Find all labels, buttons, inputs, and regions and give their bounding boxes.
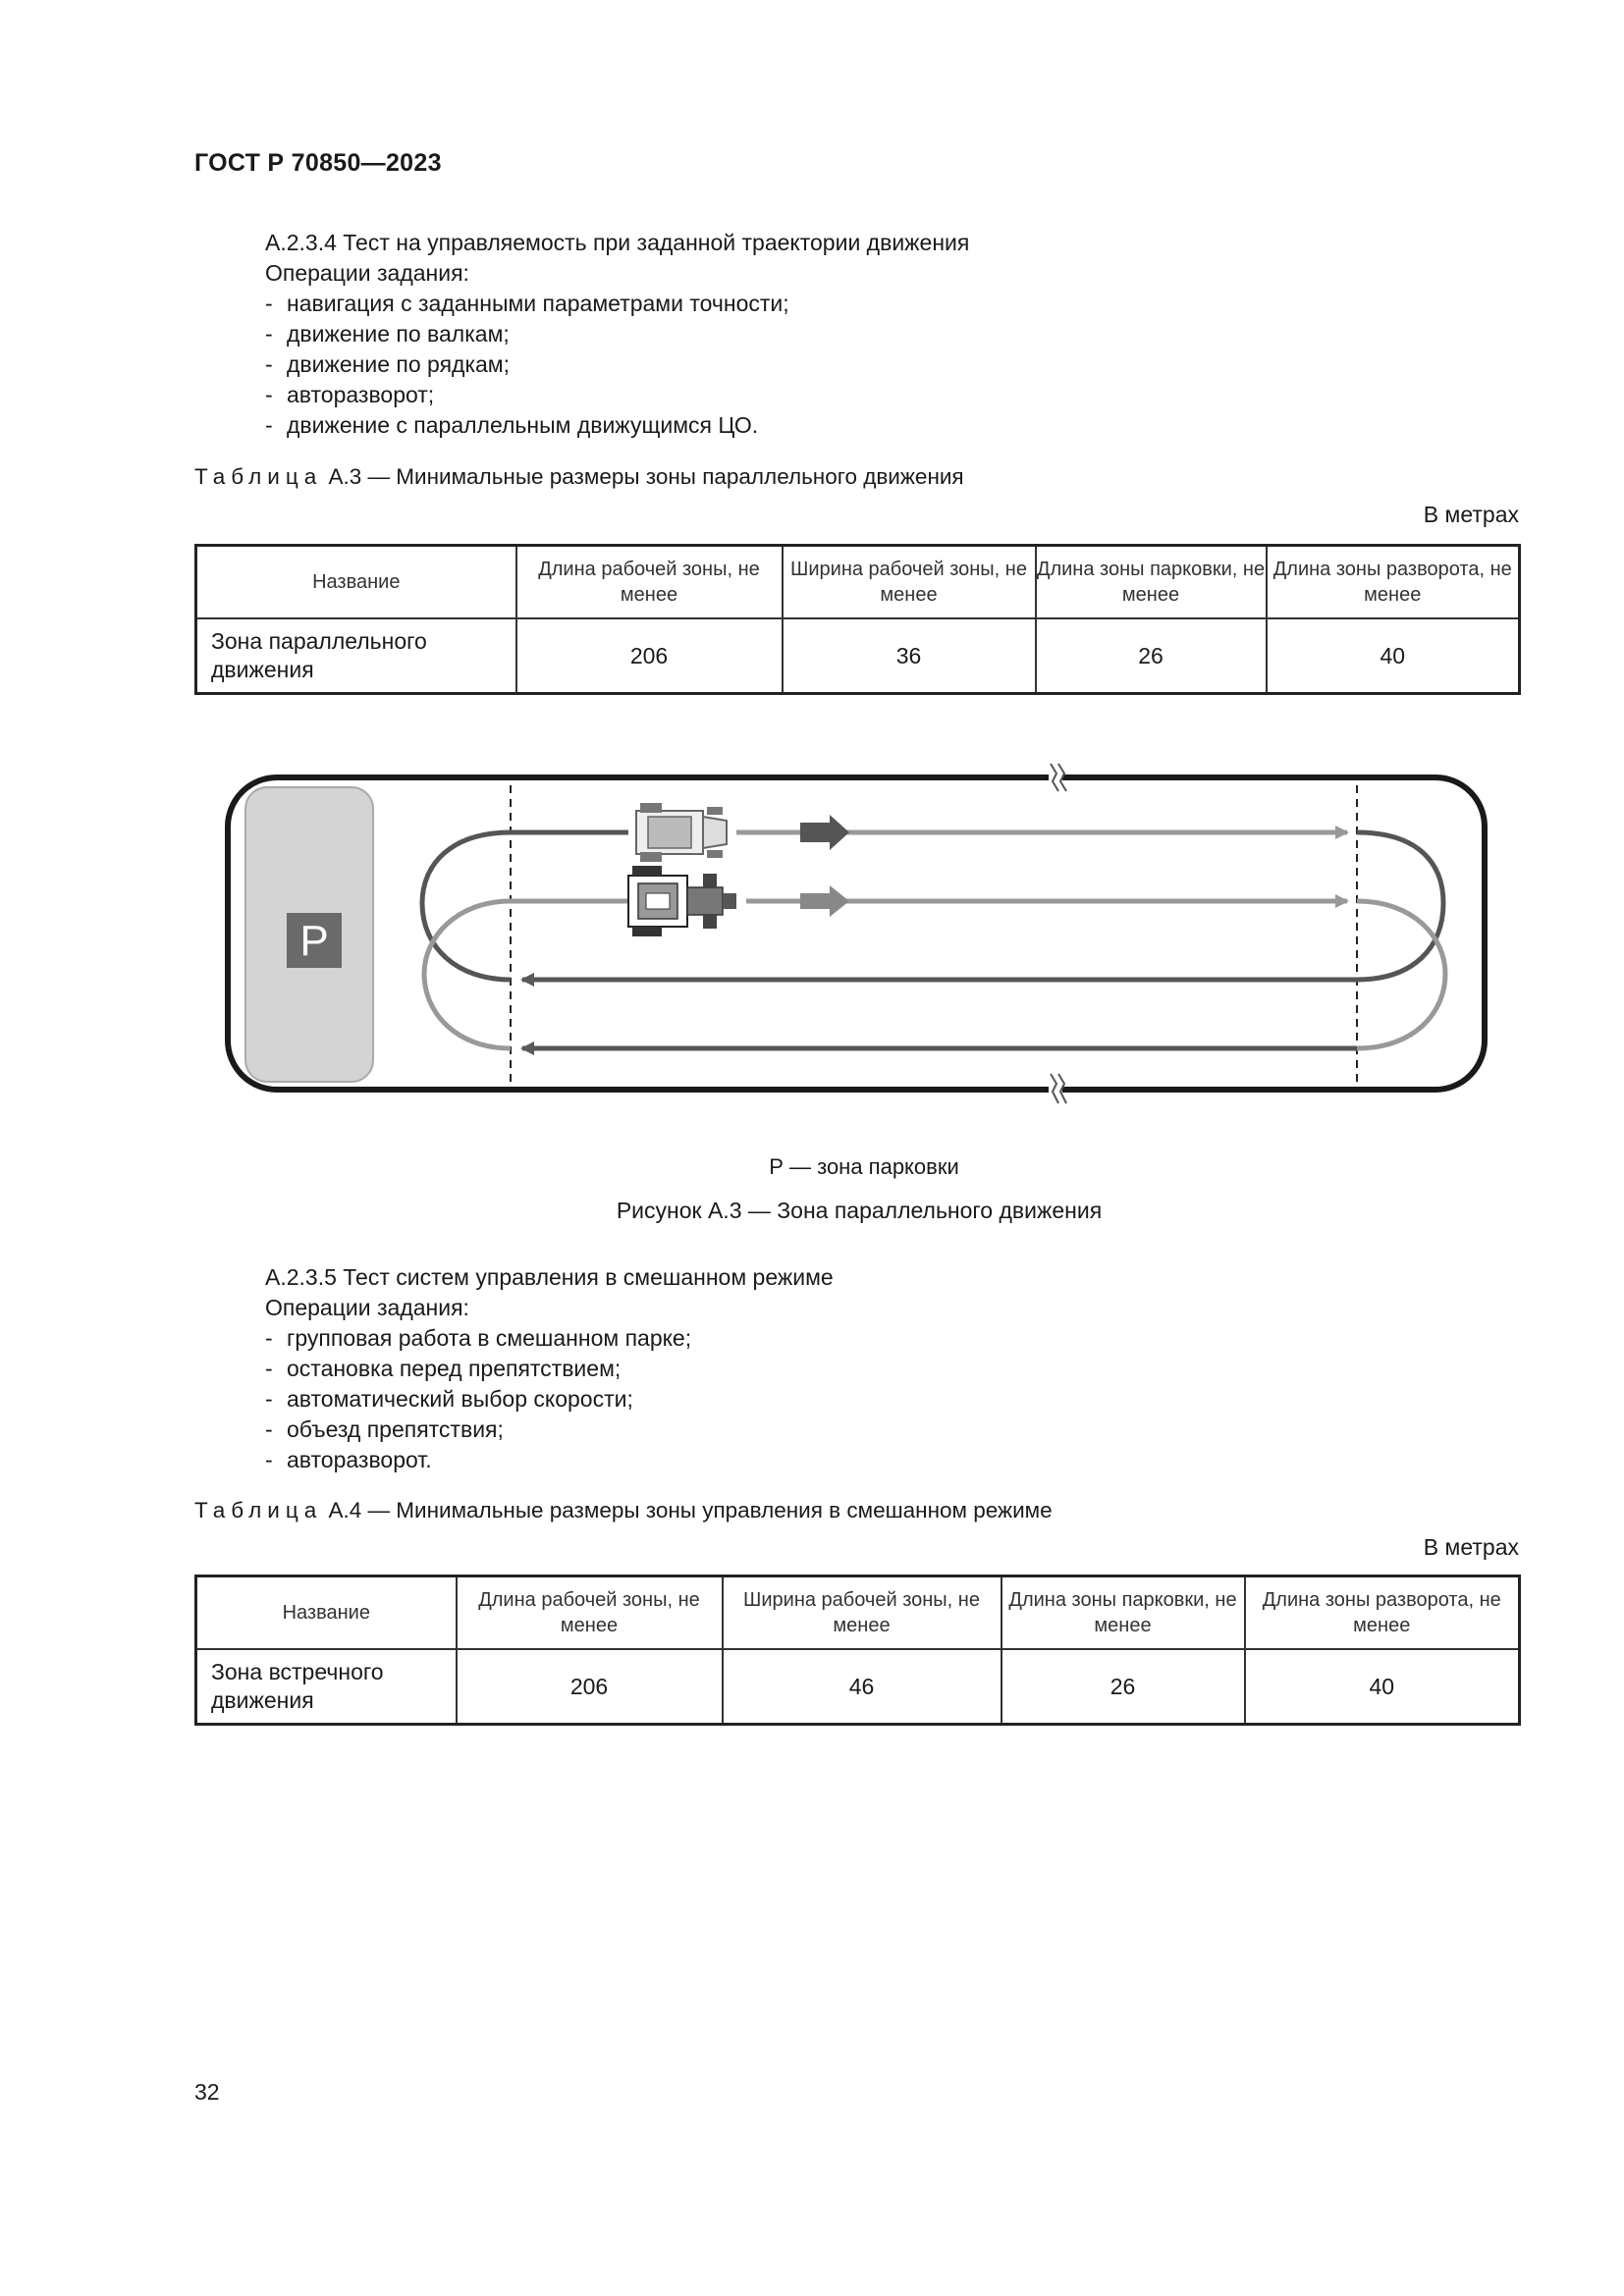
header-cell: Название (196, 1576, 457, 1650)
list-item: - объезд препятствия; (265, 1415, 691, 1445)
table-a3-caption (194, 464, 964, 490)
row-name-cell: Зона параллельного движения (196, 618, 516, 694)
caption-word: Таблица (194, 1498, 323, 1522)
header-cell: Длина рабочей зоны, не менее (516, 546, 783, 619)
list-item: - навигация с заданными параметрами точности; (265, 289, 789, 319)
table-a3 (194, 544, 1521, 695)
list-item: - остановка перед препятствием; (265, 1354, 691, 1384)
value-cell: 40 (1245, 1649, 1520, 1725)
list-item: - движение по рядкам; (265, 349, 789, 380)
list-item: - движение по валкам; (265, 319, 789, 349)
section-a235 (265, 1262, 834, 1323)
page-number: 32 (194, 2079, 220, 2105)
list-item: - авторазворот; (265, 380, 789, 410)
header-cell: Название (196, 546, 516, 619)
operations-title: Операции задания: (265, 1295, 469, 1320)
direction-marker-light (800, 893, 830, 909)
document-header: ГОСТ Р 70850—2023 (194, 149, 442, 177)
figure-title: Рисунок А.3 — Зона параллельного движения (616, 1198, 1103, 1223)
figure-parallel-zone (216, 756, 1492, 1119)
table-row (196, 1649, 1520, 1725)
header-cell: Длина зоны парковки, не менее (1036, 546, 1267, 619)
row-name-cell: Зона встречного движения (196, 1649, 457, 1725)
header-cell: Ширина рабочей зоны, не менее (723, 1576, 1001, 1650)
header-cell: Ширина рабочей зоны, не менее (783, 546, 1036, 619)
header-cell: Длина зоны разворота, не менее (1267, 546, 1520, 619)
value-cell: 36 (783, 618, 1036, 694)
list-item: - автоматический выбор скорости; (265, 1384, 691, 1415)
value-cell: 206 (457, 1649, 723, 1725)
list-item: - групповая работа в смешанном парке; (265, 1323, 691, 1354)
header-cell: Длина зоны разворота, не менее (1245, 1576, 1520, 1650)
table-header-row (196, 546, 1520, 619)
operations-list-a234 (265, 289, 789, 441)
value-cell: 206 (516, 618, 783, 694)
parking-letter: P (299, 917, 329, 965)
figure-legend: Р — зона парковки (769, 1154, 959, 1179)
operations-title: Операции задания: (265, 260, 469, 286)
table-header-row (196, 1576, 1520, 1650)
field-outline (228, 777, 1485, 1090)
value-cell: 40 (1267, 618, 1520, 694)
section-title: А.2.3.4 Тест на управляемость при заданной траектории движения (265, 230, 970, 255)
list-item: - движение с параллельным движущимся ЦО. (265, 410, 789, 441)
section-title: А.2.3.5 Тест систем управления в смешанном режиме (265, 1264, 834, 1290)
section-a234 (265, 228, 969, 289)
header-cell: Длина зоны парковки, не менее (1001, 1576, 1245, 1650)
value-cell: 46 (723, 1649, 1001, 1725)
table-a4-caption (194, 1498, 1053, 1523)
table-a3-units: В метрах (1423, 502, 1519, 527)
value-cell: 26 (1036, 618, 1267, 694)
caption-word: Таблица (194, 464, 323, 489)
table-a4-units: В метрах (1423, 1534, 1519, 1560)
operations-list-a235 (265, 1323, 691, 1475)
table-a4 (194, 1575, 1521, 1726)
tractor-icon (636, 803, 727, 862)
caption-text: А.4 — Минимальные размеры зоны управления в смешанном режиме (328, 1498, 1053, 1522)
value-cell: 26 (1001, 1649, 1245, 1725)
caption-text: А.3 — Минимальные размеры зоны параллельного движения (328, 464, 964, 489)
table-row (196, 618, 1520, 694)
header-cell: Длина рабочей зоны, не менее (457, 1576, 723, 1650)
direction-marker-dark (800, 823, 830, 842)
list-item: - авторазворот. (265, 1445, 691, 1475)
